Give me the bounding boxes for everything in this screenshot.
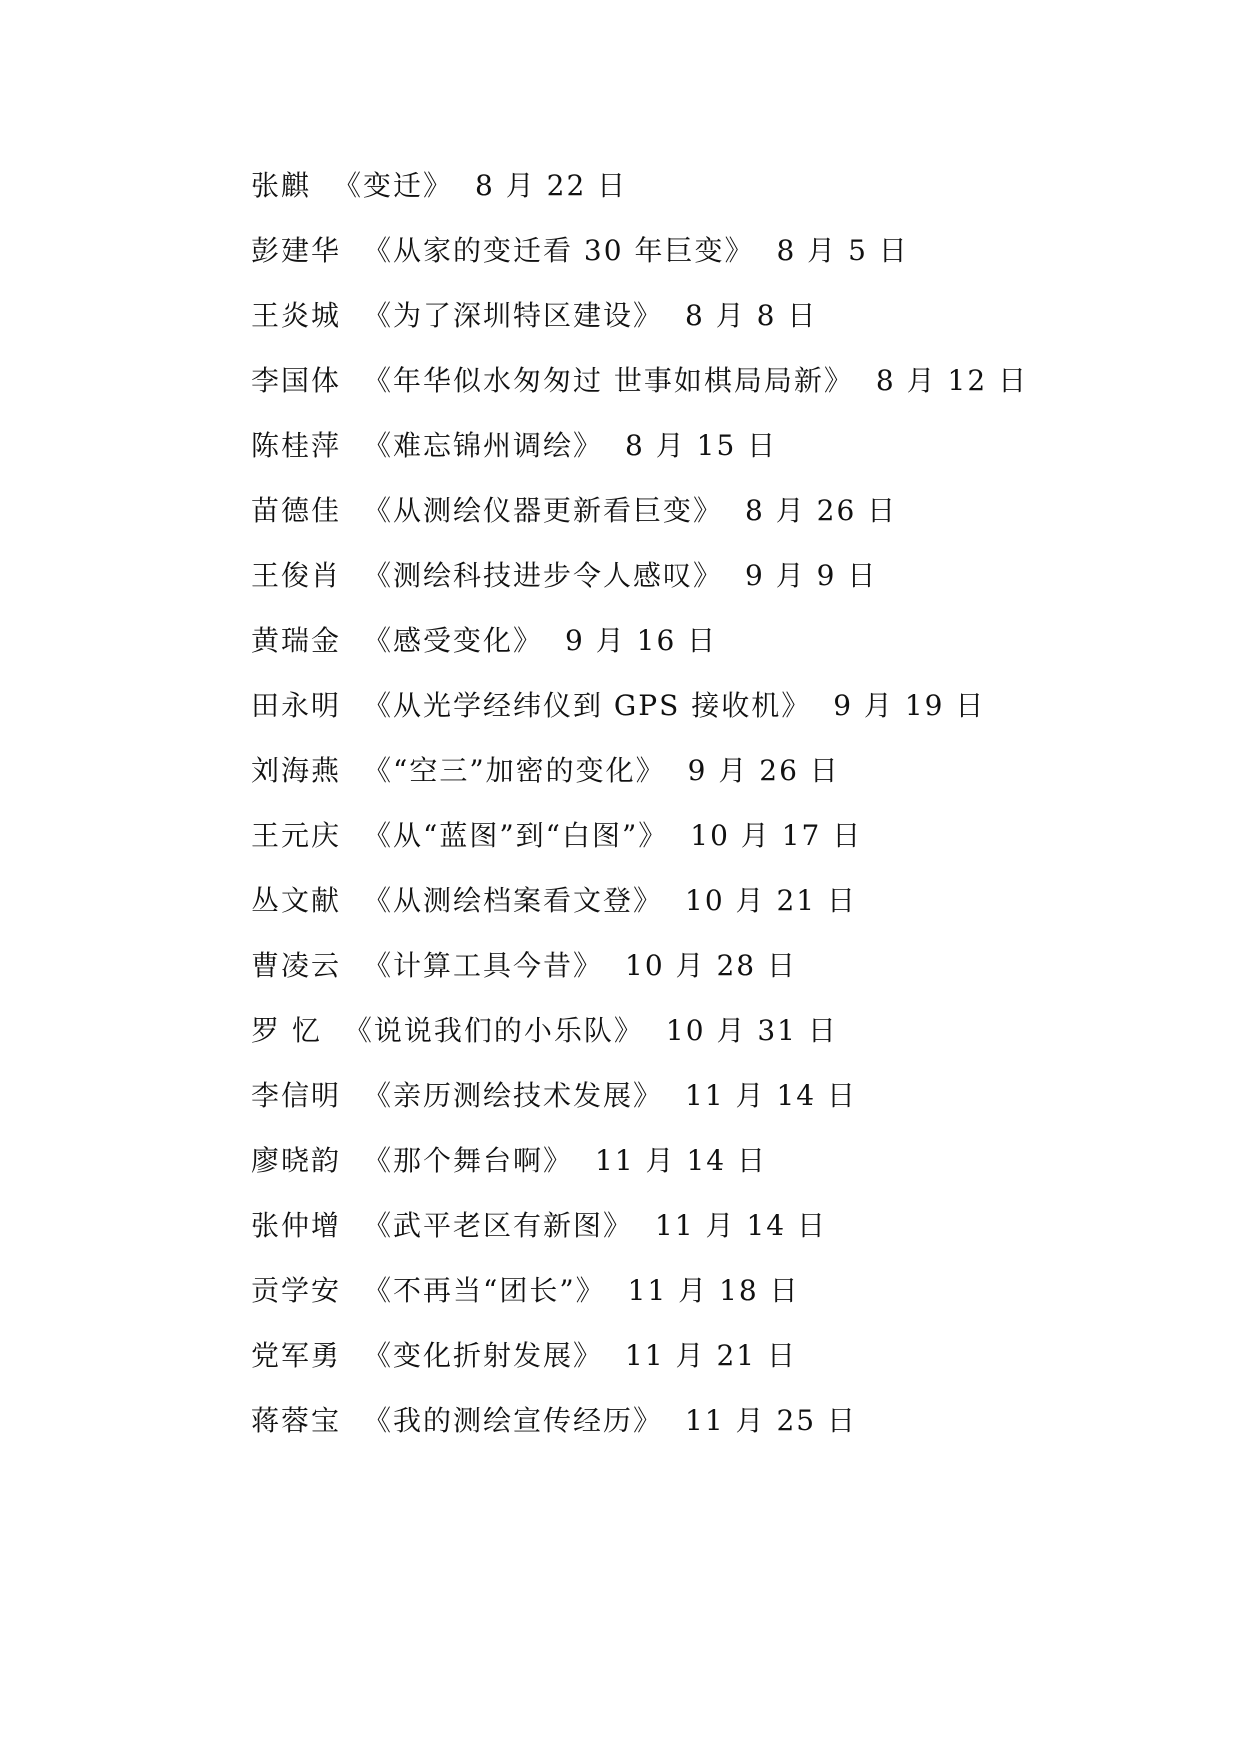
article-title: 《从光学经纬仪到 GPS 接收机》: [363, 689, 812, 722]
list-item: [251, 933, 1028, 998]
article-title: 《武平老区有新图》: [363, 1209, 634, 1242]
list-item: [251, 413, 1028, 478]
author-name: 曹凌云: [251, 949, 342, 982]
author-name: 罗 忆: [251, 1014, 322, 1047]
list-item: [251, 348, 1028, 413]
author-name: 王炎城: [251, 299, 342, 332]
publish-date: 8 月 12 日: [875, 364, 1029, 397]
article-title: 《说说我们的小乐队》: [343, 1014, 644, 1047]
publish-date: 11 月 25 日: [685, 1404, 857, 1437]
publish-date: 10 月 28 日: [625, 949, 797, 982]
list-item: [251, 543, 1028, 608]
publish-date: 9 月 26 日: [687, 754, 840, 787]
article-title: 《为了深圳特区建设》: [363, 299, 664, 332]
publish-date: 8 月 5 日: [776, 234, 909, 267]
author-name: 张麒: [251, 169, 312, 202]
author-name: 蒋蓉宝: [251, 1404, 342, 1437]
list-item: [251, 1388, 1028, 1453]
article-title: 《测绘科技进步令人感叹》: [363, 559, 724, 592]
article-title: 《亲历测绘技术发展》: [363, 1079, 664, 1112]
publish-date: 9 月 9 日: [745, 559, 878, 592]
publish-date: 8 月 22 日: [475, 169, 628, 202]
article-title: 《从家的变迁看 30 年巨变》: [363, 234, 755, 267]
author-name: 张仲增: [251, 1209, 342, 1242]
author-name: 刘海燕: [251, 754, 342, 787]
article-title: 《变化折射发展》: [363, 1339, 604, 1372]
list-item: [251, 608, 1028, 673]
publish-date: 8 月 15 日: [625, 429, 778, 462]
article-title: 《那个舞台啊》: [363, 1144, 574, 1177]
publish-date: 8 月 8 日: [685, 299, 818, 332]
author-name: 李国体: [251, 364, 342, 397]
article-title: 《从“蓝图”到“白图”》: [363, 819, 669, 852]
article-title: 《难忘锦州调绘》: [363, 429, 604, 462]
article-title: 《不再当“团长”》: [363, 1274, 606, 1307]
publish-date: 11 月 14 日: [655, 1209, 827, 1242]
list-item: [251, 803, 1028, 868]
publish-date: 10 月 31 日: [665, 1014, 838, 1047]
list-item: [251, 868, 1028, 933]
author-name: 李信明: [251, 1079, 342, 1112]
publish-date: 11 月 14 日: [685, 1079, 857, 1112]
article-title: 《从测绘档案看文登》: [363, 884, 664, 917]
author-name: 王俊肖: [251, 559, 342, 592]
author-name: 田永明: [251, 689, 342, 722]
author-name: 党军勇: [251, 1339, 342, 1372]
author-name: 陈桂萍: [251, 429, 342, 462]
publish-date: 11 月 21 日: [625, 1339, 797, 1372]
list-item: [251, 153, 1028, 218]
author-name: 贡学安: [251, 1274, 342, 1307]
list-item: [251, 283, 1028, 348]
author-name: 廖晓韵: [251, 1144, 342, 1177]
publish-date: 9 月 16 日: [565, 624, 718, 657]
publish-date: 11 月 18 日: [627, 1274, 800, 1307]
publish-date: 9 月 19 日: [833, 689, 986, 722]
author-name: 黄瑞金: [251, 624, 342, 657]
author-name: 苗德佳: [251, 494, 342, 527]
list-item: [251, 1323, 1028, 1388]
list-item: [251, 1258, 1028, 1323]
article-list: [251, 153, 1028, 1453]
article-title: 《计算工具今昔》: [363, 949, 604, 982]
list-item: [251, 738, 1028, 803]
article-title: 《“空三”加密的变化》: [363, 754, 666, 787]
article-title: 《变迁》: [333, 169, 454, 202]
list-item: [251, 1063, 1028, 1128]
list-item: [251, 478, 1028, 543]
publish-date: 8 月 26 日: [745, 494, 898, 527]
list-item: [251, 673, 1028, 738]
list-item: [251, 218, 1028, 283]
list-item: [251, 1193, 1028, 1258]
publish-date: 10 月 17 日: [690, 819, 863, 852]
list-item: [251, 1128, 1028, 1193]
article-title: 《感受变化》: [363, 624, 544, 657]
article-title: 《我的测绘宣传经历》: [363, 1404, 664, 1437]
author-name: 丛文献: [251, 884, 342, 917]
publish-date: 10 月 21 日: [685, 884, 857, 917]
author-name: 彭建华: [251, 234, 342, 267]
article-title: 《从测绘仪器更新看巨变》: [363, 494, 724, 527]
list-item: [251, 998, 1028, 1063]
author-name: 王元庆: [251, 819, 342, 852]
publish-date: 11 月 14 日: [595, 1144, 767, 1177]
article-title: 《年华似水匆匆过 世事如棋局局新》: [363, 364, 854, 397]
